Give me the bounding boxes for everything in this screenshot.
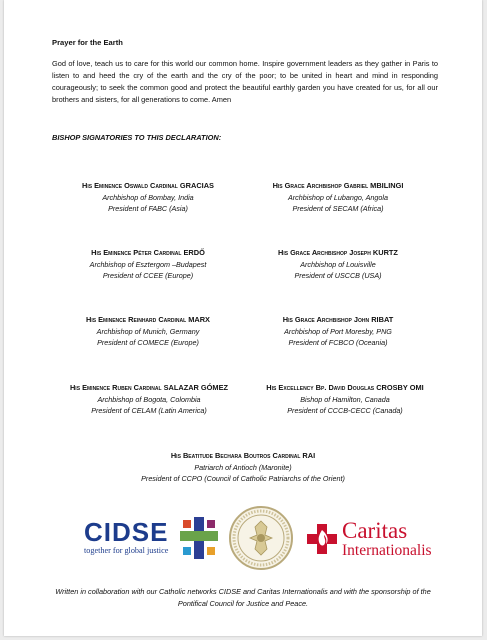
signatory-org: President of FABC (Asia) bbox=[108, 204, 188, 213]
signatory-name: His Eminence Oswald Cardinal GRACIAS bbox=[82, 181, 214, 190]
signatory-marx bbox=[48, 314, 248, 349]
signatory-name: His Beatitude Bechara Boutros Cardinal RAI bbox=[170, 451, 316, 460]
caritas-flame-cross-icon bbox=[305, 522, 339, 556]
caritas-logo bbox=[342, 519, 432, 559]
document-page bbox=[4, 0, 482, 636]
cidse-tagline: together for global justice bbox=[84, 546, 169, 555]
caritas-wordmark: Caritas bbox=[342, 518, 408, 543]
signatory-rai bbox=[83, 450, 403, 485]
signatory-name: His Grace Archbishop Joseph KURTZ bbox=[278, 248, 398, 257]
cidse-logo bbox=[84, 517, 168, 555]
signatory-role: Patriarch of Antioch (Maronite) bbox=[194, 462, 292, 472]
signatory-org: President of FCBCO (Oceania) bbox=[288, 338, 388, 347]
pontifical-seal-icon bbox=[228, 505, 294, 571]
signatory-role: Archbishop of Port Moresby, PNG bbox=[284, 326, 392, 336]
signatory-org: President of SECAM (Africa) bbox=[292, 204, 384, 213]
signatory-name: His Excellency Bp. David Douglas CROSBY OMI bbox=[266, 383, 424, 392]
signatory-role: Archbishop of Munich, Germany bbox=[96, 326, 200, 336]
caritas-subtitle: Internationalis bbox=[342, 542, 432, 559]
signatory-org: President of CELAM (Latin America) bbox=[91, 406, 207, 415]
signatory-role: Archbishop of Bogota, Colombia bbox=[97, 394, 201, 404]
signatory-org: President of USCCB (USA) bbox=[294, 271, 382, 280]
signatory-name: His Eminence Ruben Cardinal SALAZAR GÓMEZ bbox=[69, 383, 229, 392]
signatory-role: Archbishop of Lubango, Angola bbox=[287, 192, 389, 202]
footer-note: Written in collaboration with our Catholic networks CIDSE and Caritas Internationalis and with the sponsorship of the Pontifical Council for Justice and Peace. bbox=[55, 587, 431, 608]
signatory-org: President of CCPO (Council of Catholic Patriarchs of the Orient) bbox=[141, 474, 345, 483]
signatory-role: Bishop of Hamilton, Canada bbox=[300, 394, 390, 404]
signatory-erdo bbox=[48, 247, 248, 282]
signatory-name: His Grace Archbishop John RIBAT bbox=[282, 315, 394, 324]
prayer-title: Prayer for the Earth bbox=[52, 38, 123, 47]
signatory-org: President of CCEE (Europe) bbox=[102, 271, 194, 280]
signatory-salazar bbox=[44, 382, 254, 417]
cidse-emblem-icon bbox=[180, 517, 218, 559]
signatories-heading: BISHOP SIGNATORIES TO THIS DECLARATION: bbox=[52, 133, 222, 142]
signatory-role: Archbishop of Esztergom –Budapest bbox=[89, 259, 207, 269]
signatory-org: President of CCCB-CECC (Canada) bbox=[287, 406, 403, 415]
signatory-role: Archbishop of Louisville bbox=[300, 259, 376, 269]
signatory-name: His Grace Archbishop Gabriel MBILINGI bbox=[272, 181, 404, 190]
signatory-name: His Eminence Péter Cardinal ERDŐ bbox=[91, 248, 205, 257]
prayer-text: God of love, teach us to care for this world our common home. Inspire government leaders as they gather in Paris to listen to and heed the cry of the earth and the cry of the poor; to be united in heart and mind in responding courageously; to seek the common good and protect the beautiful earthly garden you have created for us, for all our brothers and sisters, for all generations to come. Amen bbox=[52, 59, 438, 104]
signatory-org: President of COMECE (Europe) bbox=[97, 338, 199, 347]
cidse-wordmark: CIDSE bbox=[84, 517, 169, 547]
signatory-gracias bbox=[48, 180, 248, 215]
signatory-kurtz bbox=[238, 247, 438, 282]
signatory-role: Archbishop of Bombay, India bbox=[102, 192, 194, 202]
signatory-mbilingi bbox=[238, 180, 438, 215]
logos-row bbox=[4, 505, 482, 575]
signatory-crosby bbox=[240, 382, 450, 417]
signatory-name: His Eminence Reinhard Cardinal MARX bbox=[86, 315, 210, 324]
signatory-ribat bbox=[238, 314, 438, 349]
